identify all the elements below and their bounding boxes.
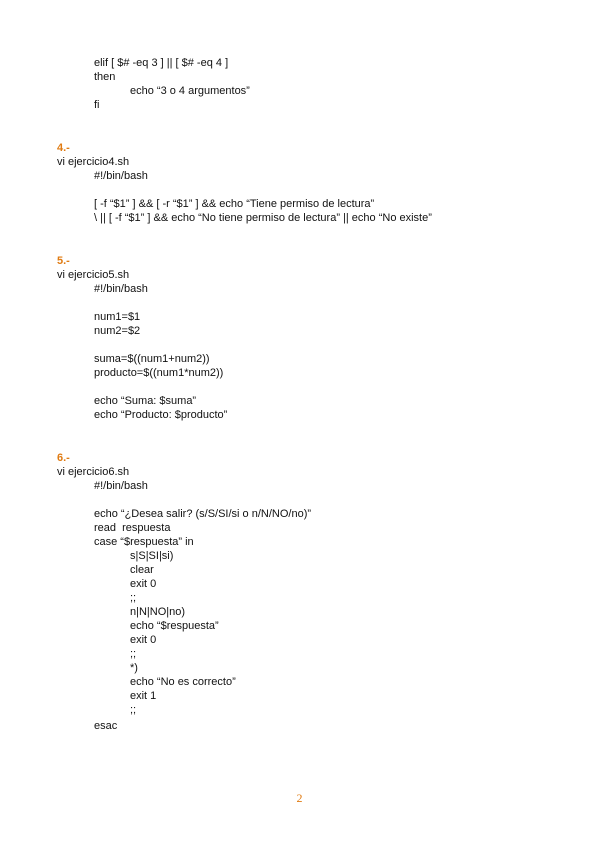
code-line: exit 0 [130, 578, 157, 590]
code-line: echo “3 o 4 argumentos” [130, 85, 250, 97]
code-line: echo “Producto: $producto” [94, 409, 228, 421]
code-line: producto=$((num1*num2)) [94, 367, 224, 379]
code-line: #!/bin/bash [94, 170, 148, 182]
code-line: echo “¿Desea salir? (s/S/SI/si o n/N/NO/no)” [94, 508, 312, 520]
code-line: *) [130, 662, 138, 674]
code-line: num1=$1 [94, 311, 141, 323]
file-command: vi ejercicio4.sh [57, 156, 130, 168]
file-command: vi ejercicio5.sh [57, 269, 130, 281]
code-line: esac [94, 720, 118, 732]
code-line: \ || [ -f “$1” ] && echo “No tiene permiso de lectura” || echo “No existe” [94, 212, 432, 224]
section-heading-5: 5.- [57, 255, 70, 267]
code-line: n|N|NO|no) [130, 606, 186, 618]
code-line: s|S|SI|si) [130, 550, 174, 562]
page-number: 2 [296, 791, 303, 805]
code-line: elif [ $# -eq 3 ] || [ $# -eq 4 ] [94, 57, 229, 69]
file-command: vi ejercicio6.sh [57, 466, 130, 478]
code-line: echo “Suma: $suma” [94, 395, 197, 407]
code-line: case “$respuesta” in [94, 536, 194, 548]
code-line: then [94, 71, 116, 83]
code-line: fi [94, 99, 100, 111]
section-heading-4: 4.- [57, 142, 70, 154]
code-line: #!/bin/bash [94, 283, 148, 295]
code-line: echo “No es correcto” [130, 676, 236, 688]
code-line: read respuesta [94, 522, 171, 534]
code-line: suma=$((num1+num2)) [94, 353, 210, 365]
code-line: [ -f “$1” ] && [ -r “$1” ] && echo “Tiene permiso de lectura” [94, 198, 375, 210]
code-line: ;; [130, 704, 137, 716]
section-heading-6: 6.- [57, 452, 70, 464]
code-line: exit 0 [130, 634, 157, 646]
code-line: exit 1 [130, 690, 157, 702]
code-line: ;; [130, 648, 137, 660]
code-line: ;; [130, 592, 137, 604]
code-line: clear [130, 564, 154, 576]
code-line: #!/bin/bash [94, 480, 148, 492]
code-line: num2=$2 [94, 325, 141, 337]
code-line: echo “$respuesta” [130, 620, 219, 632]
